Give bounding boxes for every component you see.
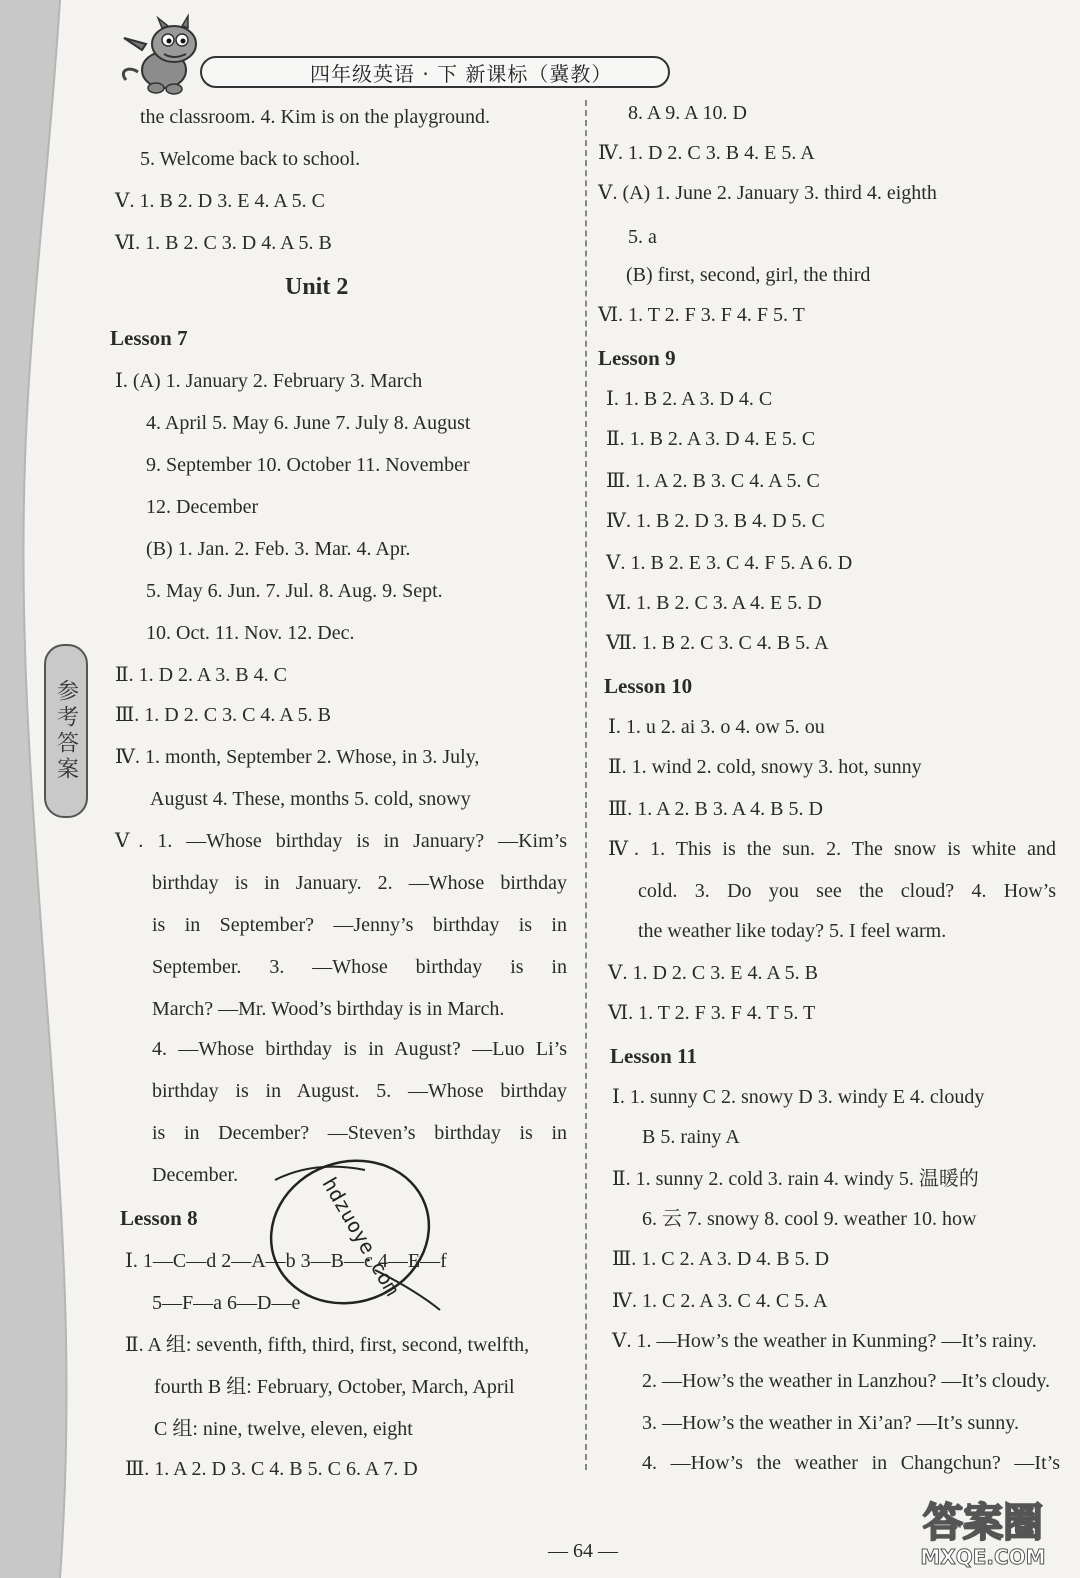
answer-line: 12. December	[146, 496, 259, 518]
answer-line: fourth B 组: February, October, March, April	[154, 1376, 515, 1398]
lesson-heading: Lesson 7	[110, 326, 188, 350]
answer-line: birthday is in January. 2. —Whose birthday	[152, 872, 567, 894]
lesson-heading: Lesson 10	[604, 674, 693, 698]
answer-line: 3. —How’s the weather in Xi’an? —It’s sunny.	[642, 1412, 1019, 1434]
answer-line: 5. May 6. Jun. 7. Jul. 8. Aug. 9. Sept.	[146, 580, 443, 602]
watermark-big-text: 答案圈	[923, 1500, 1043, 1546]
answer-line: 6. 云 7. snowy 8. cool 9. weather 10. how	[642, 1208, 977, 1230]
answer-line: Ⅳ. 1. C 2. A 3. C 4. C 5. A	[612, 1290, 828, 1312]
page-number: — 64 —	[548, 1540, 618, 1562]
answer-line: C 组: nine, twelve, eleven, eight	[154, 1418, 413, 1440]
answer-line: 2. —How’s the weather in Lanzhou? —It’s cloudy.	[642, 1370, 1051, 1392]
answer-line: December.	[152, 1164, 239, 1186]
answer-line: Ⅴ. (A) 1. June 2. January 3. third 4. eighth	[598, 182, 937, 204]
lesson-heading: Lesson 8	[120, 1206, 198, 1230]
site-watermark-logo	[898, 1492, 1068, 1570]
answer-line: Ⅳ. 1. D 2. C 3. B 4. E 5. A	[598, 142, 815, 164]
answer-line: Ⅲ. 1. A 2. B 3. A 4. B 5. D	[608, 798, 823, 820]
answer-line: Ⅲ. 1. C 2. A 3. D 4. B 5. D	[612, 1248, 830, 1270]
book-title: 四年级英语 · 下 新课标（冀教）	[310, 61, 613, 86]
answer-line: Ⅵ. 1. T 2. F 3. F 4. F 5. T	[598, 304, 805, 326]
answer-line: 4. April 5. May 6. June 7. July 8. August	[146, 412, 471, 434]
answer-line: Ⅲ. 1. D 2. C 3. C 4. A 5. B	[115, 704, 331, 726]
answer-line: Ⅳ. 1. B 2. D 3. B 4. D 5. C	[606, 510, 825, 532]
watermark-small-text: MXQE.COM	[920, 1545, 1046, 1569]
answer-line: 5. a	[628, 226, 657, 248]
answer-line: is in September? —Jenny’s birthday is in	[152, 914, 567, 936]
answer-line: Ⅰ. 1. B 2. A 3. D 4. C	[606, 388, 773, 410]
answer-line: B 5. rainy A	[642, 1126, 740, 1148]
answer-line: Ⅳ. 1. This is the sun. 2. The snow is white and	[608, 838, 1056, 860]
answer-line: Ⅴ. 1. B 2. E 3. C 4. F 5. A 6. D	[606, 552, 853, 574]
answer-line: Ⅱ. 1. D 2. A 3. B 4. C	[115, 664, 287, 686]
page-header	[112, 10, 613, 100]
answer-line: August 4. These, months 5. cold, snowy	[150, 788, 471, 810]
answer-line: Ⅲ. 1. A 2. D 3. C 4. B 5. C 6. A 7. D	[125, 1458, 418, 1480]
answer-line: birthday is in August. 5. —Whose birthday	[152, 1080, 567, 1102]
answer-line: Ⅵ. 1. T 2. F 3. F 4. T 5. T	[608, 1002, 816, 1024]
answer-line: 10. Oct. 11. Nov. 12. Dec.	[146, 622, 355, 644]
answer-line: the classroom. 4. Kim is on the playground.	[140, 106, 490, 128]
answer-line: Ⅰ. (A) 1. January 2. February 3. March	[115, 370, 423, 392]
answer-line: (B) 1. Jan. 2. Feb. 3. Mar. 4. Apr.	[146, 538, 411, 560]
answer-line: 9. September 10. October 11. November	[146, 454, 470, 476]
answer-line: Ⅶ. 1. B 2. C 3. C 4. B 5. A	[606, 632, 829, 654]
lesson-heading: Lesson 9	[598, 346, 676, 370]
answer-line: Ⅲ. 1. A 2. B 3. C 4. A 5. C	[606, 470, 820, 492]
answer-line: 4. —Whose birthday is in August? —Luo Li’s	[152, 1038, 567, 1060]
answer-line: 5—F—a 6—D—e	[152, 1292, 301, 1314]
answer-line: September. 3. —Whose birthday is in	[152, 956, 567, 978]
answer-line: Ⅰ. 1—C—d 2—A—b 3—B—c 4—E—f	[125, 1250, 447, 1272]
answer-line: the weather like today? 5. I feel warm.	[638, 920, 947, 942]
dragon-mascot-icon	[112, 10, 212, 100]
answer-line: March? —Mr. Wood’s birthday is in March.	[152, 998, 505, 1020]
answer-line: Ⅴ. 1. —How’s the weather in Kunming? —It’s rainy.	[612, 1330, 1037, 1352]
answer-line: Ⅱ. 1. B 2. A 3. D 4. E 5. C	[606, 428, 816, 450]
answer-line: is in December? —Steven’s birthday is in	[152, 1122, 567, 1144]
unit-heading: Unit 2	[285, 274, 349, 300]
answer-line: Ⅱ. 1. sunny 2. cold 3. rain 4. windy 5. 温暖的	[612, 1168, 979, 1190]
answer-line: Ⅴ. 1. D 2. C 3. E 4. A 5. B	[608, 962, 819, 984]
answer-line: Ⅴ. 1. B 2. D 3. E 4. A 5. C	[115, 190, 326, 212]
answer-line: Ⅵ. 1. B 2. C 3. D 4. A 5. B	[115, 232, 332, 254]
lesson-heading: Lesson 11	[610, 1044, 697, 1068]
column-divider	[585, 100, 589, 1470]
answer-line: Ⅰ. 1. sunny C 2. snowy D 3. windy E 4. cloudy	[612, 1086, 985, 1108]
answer-line: Ⅴ. 1. —Whose birthday is in January? —Kim’s	[115, 830, 567, 852]
answer-line: (B) first, second, girl, the third	[626, 264, 871, 286]
answer-line: Ⅱ. 1. wind 2. cold, snowy 3. hot, sunny	[608, 756, 922, 778]
side-tab-label: 参考答案	[53, 679, 79, 783]
side-tab-answers	[44, 644, 88, 818]
answer-line: Ⅵ. 1. B 2. C 3. A 4. E 5. D	[606, 592, 822, 614]
answer-line: cold. 3. Do you see the cloud? 4. How’s	[638, 880, 1056, 902]
answer-line: 8. A 9. A 10. D	[628, 102, 747, 124]
answer-line: 5. Welcome back to school.	[140, 148, 361, 170]
book-title-pill	[200, 56, 670, 88]
answer-line: Ⅰ. 1. u 2. ai 3. o 4. ow 5. ou	[608, 716, 825, 738]
answer-line: Ⅳ. 1. month, September 2. Whose, in 3. July,	[115, 746, 480, 768]
stamp-text: hdzuoye.com	[317, 1173, 405, 1300]
answer-line: Ⅱ. A 组: seventh, fifth, third, first, second, twelfth,	[125, 1334, 530, 1356]
answer-line: 4. —How’s the weather in Changchun? —It’s	[642, 1452, 1060, 1474]
